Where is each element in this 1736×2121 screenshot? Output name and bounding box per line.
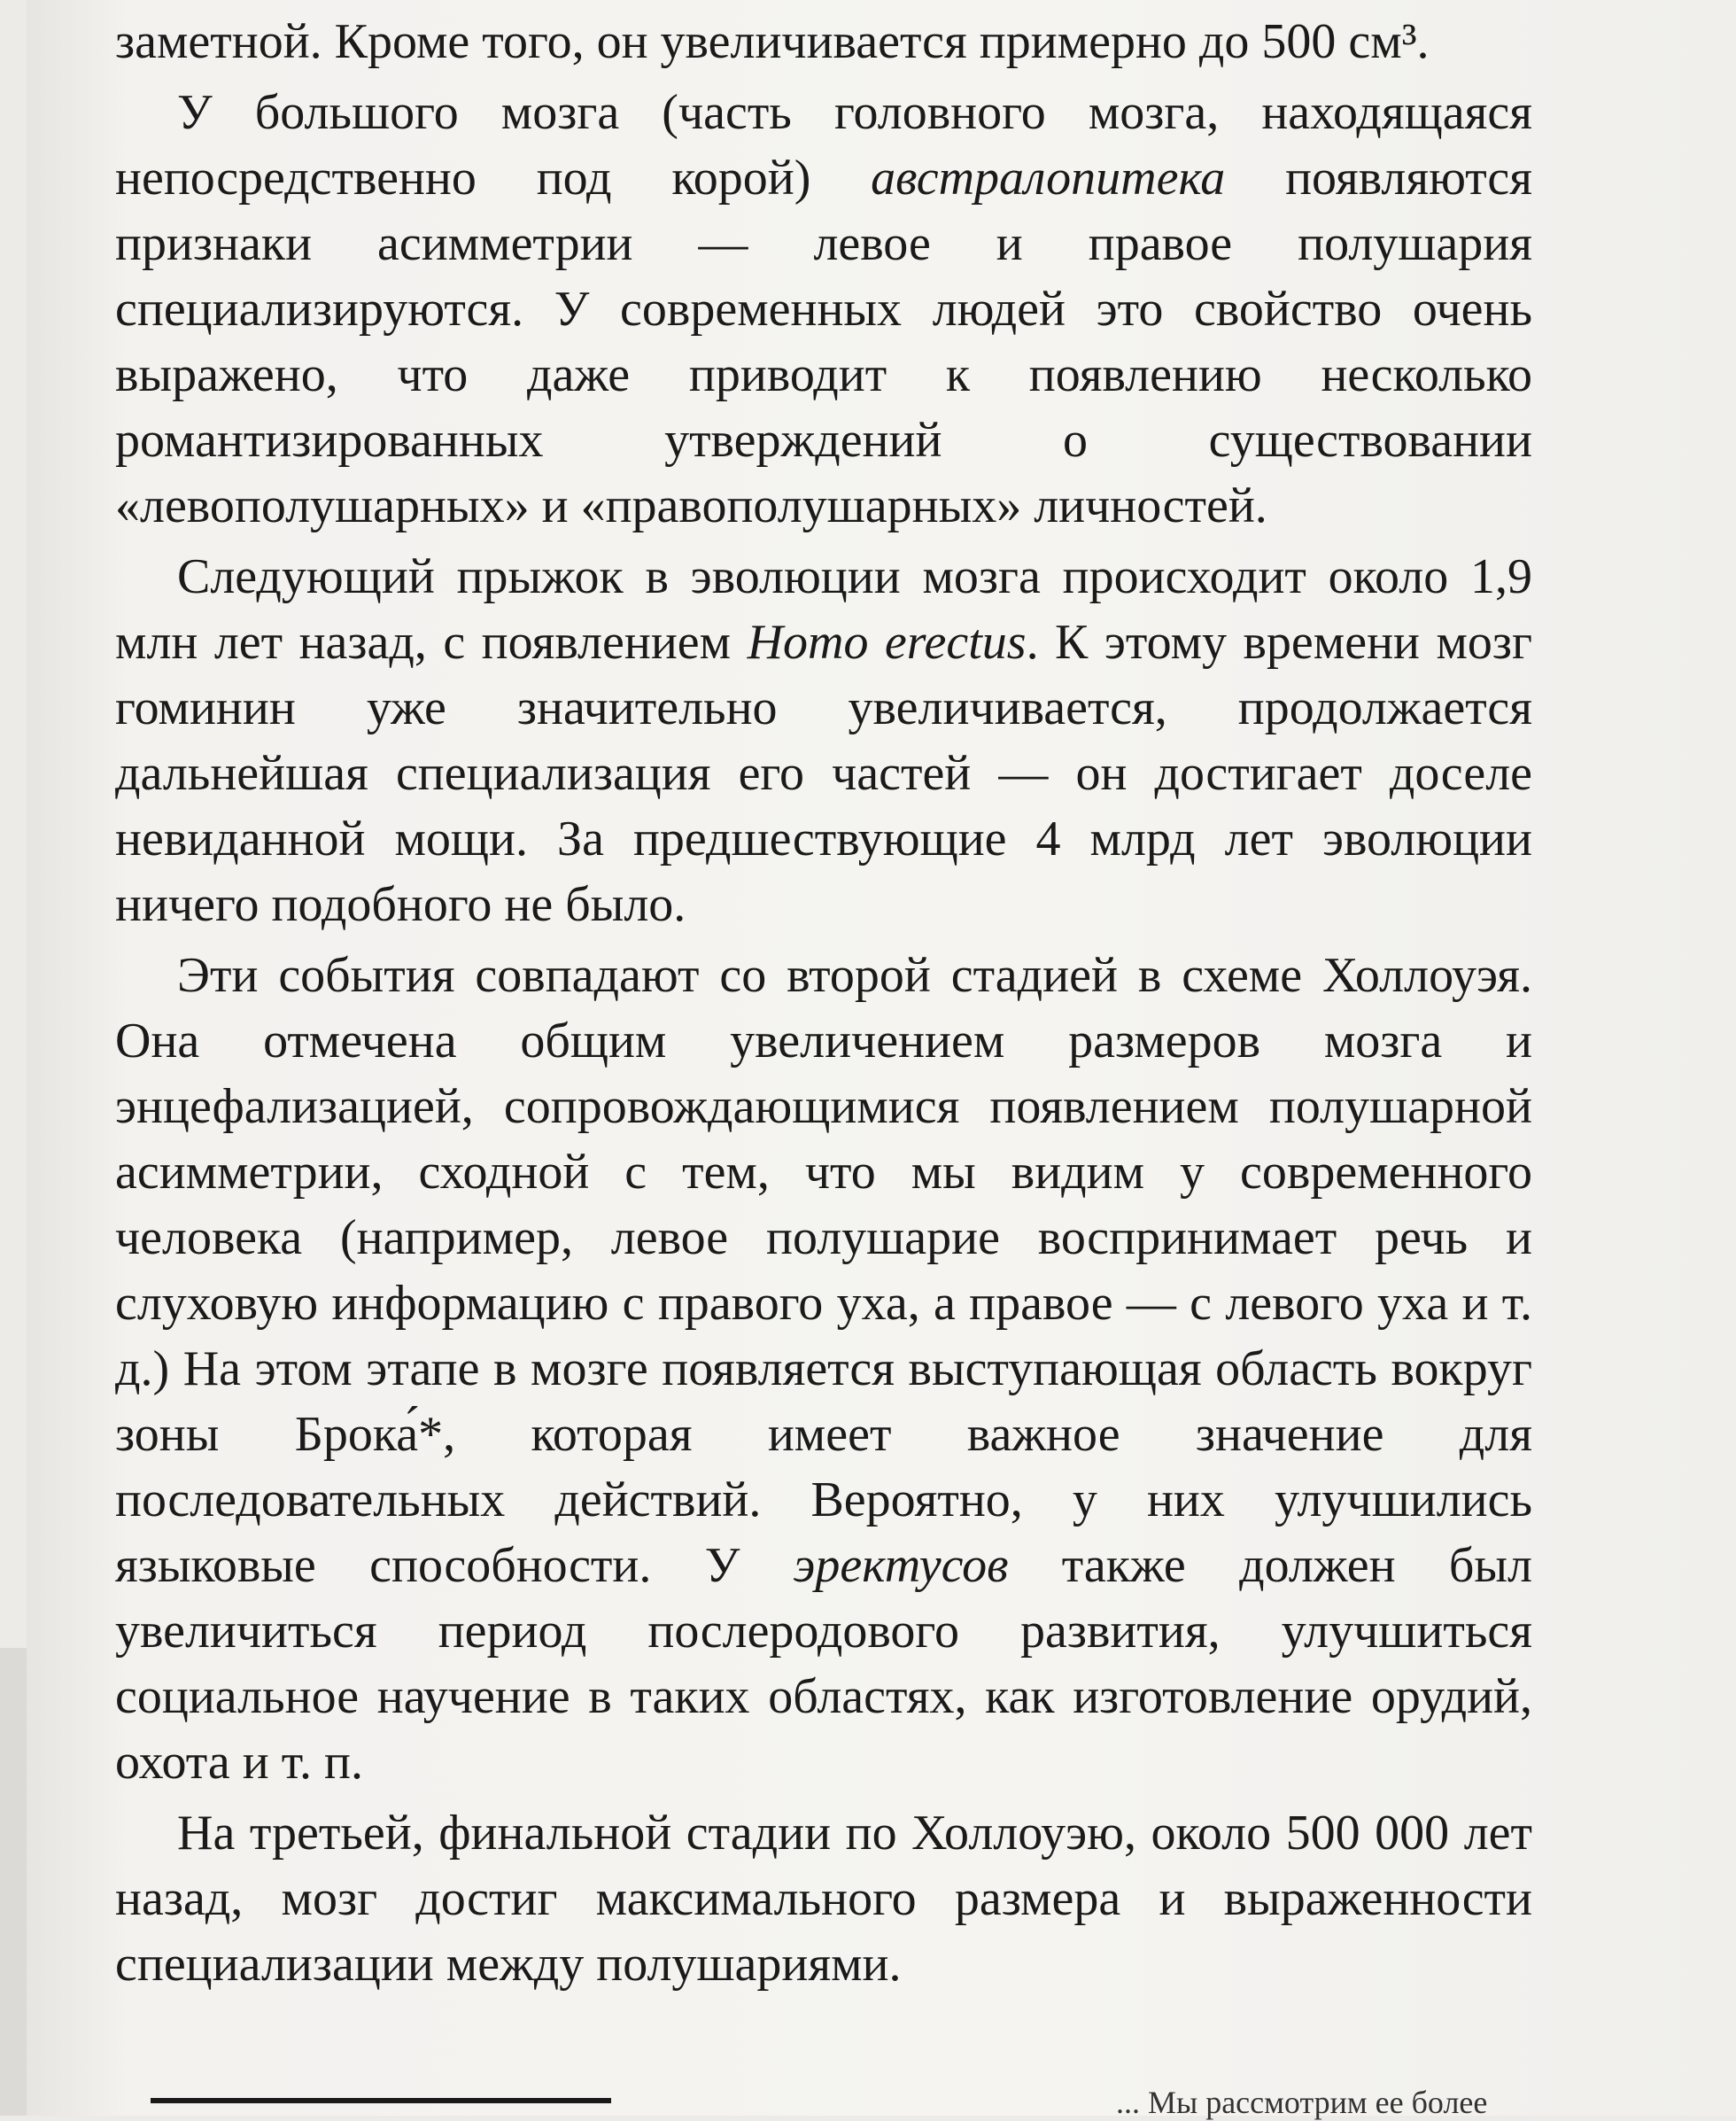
paragraph-0 [115,9,1532,74]
paragraph-4-text: На третьей, финальной стадии по Холлоуэю, около 500 000 лет назад, мозг достиг максимального размера и выраженности специализации между полушариями. [115,1806,1532,1992]
body-text [115,9,1532,1997]
paragraph-3-after: также должен был увеличиться период послеродового развития, улучшиться социальное научение в таких областях, как изготовление орудий, охота и т. п. [115,1538,1532,1790]
paragraph-3 [115,943,1532,1795]
adjacent-page-edge [0,1648,27,2116]
paragraph-3-italic: эректусов [793,1538,1009,1593]
paragraph-1-italic: австралопитека [871,151,1226,206]
book-page [27,0,1736,2120]
paragraph-2-after: . К этому времени мозг гоминин уже значительно увеличивается, продолжается дальнейшая специализация его частей — он достигает доселе невиданной мощи. За предшествующие 4 млрд лет эволюции ничего подобного не было. [115,615,1533,932]
paragraph-2-before: Следующий прыжок в эволюции мозга происходит около 1,9 млн лет назад, с появлением [115,549,1532,670]
paragraph-1-before: У большого мозга (часть головного мозга, находящаяся непосредственно под корой) [115,85,1532,206]
footnote-rule [151,2098,611,2103]
paragraph-2-italic: Homo erectus [747,615,1027,670]
footnote-fragment: ... Мы рассмотрим ее более [1116,2085,1488,2120]
paragraph-0-text: заметной. Кроме того, он увеличивается примерно до 500 см³. [115,14,1430,69]
paragraph-3-before: Эти события совпадают со второй стадией в схеме Холлоуэя. Она отмечена общим увеличением размеров мозга и энцефализацией, сопровождающимися появлением полушарной асимметрии, сходной с тем, что мы видим у современного человека (например, левое полушарие воспринимает речь и слуховую информацию с правого уха, а правое — с левого уха и т. д.) На этом этапе в мозге появляется выступающая область вокруг зоны Брока́*, которая имеет важное значение для последовательных действий. Вероятно, у них улучшились языковые способности. У [115,948,1532,1593]
paragraph-1-after: появляются признаки асимметрии — левое и правое полушария специализируются. У современных людей это свойство очень выражено, что даже приводит к появлению несколько романтизированных утверждений о существовании «левополушарных» и «правополушарных» личностей. [115,151,1532,533]
paragraph-2 [115,544,1532,937]
paragraph-4 [115,1800,1532,1997]
paragraph-1 [115,80,1532,539]
